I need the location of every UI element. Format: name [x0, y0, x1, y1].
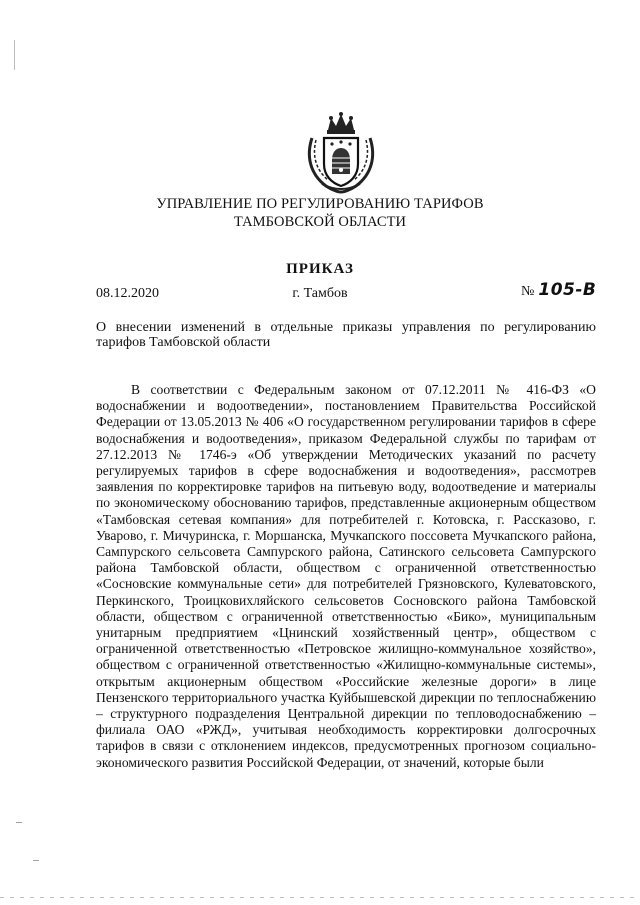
- body-paragraph: В соответствии с Федеральным законом от 07.12.2011 № 416-ФЗ «О водоснабжении и водоотведении», постановлением Правительства Российской Федерации от 13.05.2013 № 406 «О государственном регулировании тарифов в сфере водоснабжения и водоотведения», приказом Федеральной службы по тарифам от 27.12.2013 № 1746-э «Об утверждении Методических указаний по расчету регулируемых тарифов в сфере водоснабжения и водоотведения», рассмотрев заявления по корректировке тарифов на питьевую воду, водоотведение и материалы по экономическому обоснованию тарифов, представленные акционерным обществом «Тамбовская сетевая компания» для потребителей г. Котовска, г. Рассказово, г. Уварово, г. Мичуринска, г. Моршанска, Мучкапского поссовета Мучкапского района, Сампурского сельсовета Сампурского района, Сатинского сельсовета Сампурского района Тамбовской области, обществом с ограниченной ответственностью «Сосновские коммунальные сети» для потребителей Грязновского, Кулеватовского, Перкинского, Троицковихляйского сельсоветов Сосновского района Тамбовской области, обществом с ограниченной ответственностью «Бико», муниципальным унитарным предприятием «Цнинский хозяйственный центр», обществом с ограниченной ответственностью «Петровское жилищно-коммунальное хозяйство», обществом с ограниченной ответственностью «Жилищно-коммунальные системы», открытым акционерным обществом «Российские железные дороги» в лице Пензенского территориального участка Куйбышевской дирекции по теплоснабжению – структурного подразделения Центральной дирекции по тепловодоснабжению – филиала ОАО «РЖД», учитывая необходимость корректировки долгосрочных тарифов в связи с отклонением индексов, предусмотренных прогнозом социально-экономического развития Российской Федерации, от значений, которые были: [96, 382, 596, 770]
- organization-header: [0, 195, 640, 231]
- number-sign: №: [521, 284, 535, 299]
- document-city: г. Тамбов: [292, 286, 348, 301]
- org-line-2: ТАМБОВСКОЙ ОБЛАСТИ: [233, 214, 407, 230]
- scan-edge: [0, 897, 640, 898]
- scan-margin-mark: [16, 822, 22, 823]
- handwritten-number: 105-В: [538, 280, 597, 300]
- scan-margin-mark: [14, 40, 15, 70]
- coat-of-arms-icon: [298, 108, 384, 194]
- org-line-1: УПРАВЛЕНИЕ ПО РЕГУЛИРОВАНИЮ ТАРИФОВ: [156, 196, 484, 212]
- document-number: [521, 280, 596, 300]
- scan-margin-mark: [33, 860, 39, 861]
- document-title: ПРИКАЗ: [286, 261, 354, 277]
- document-date: 08.12.2020: [96, 286, 159, 301]
- document-subject: О внесении изменений в отдельные приказы управления по регулированию тарифов Тамбовской области: [96, 320, 596, 350]
